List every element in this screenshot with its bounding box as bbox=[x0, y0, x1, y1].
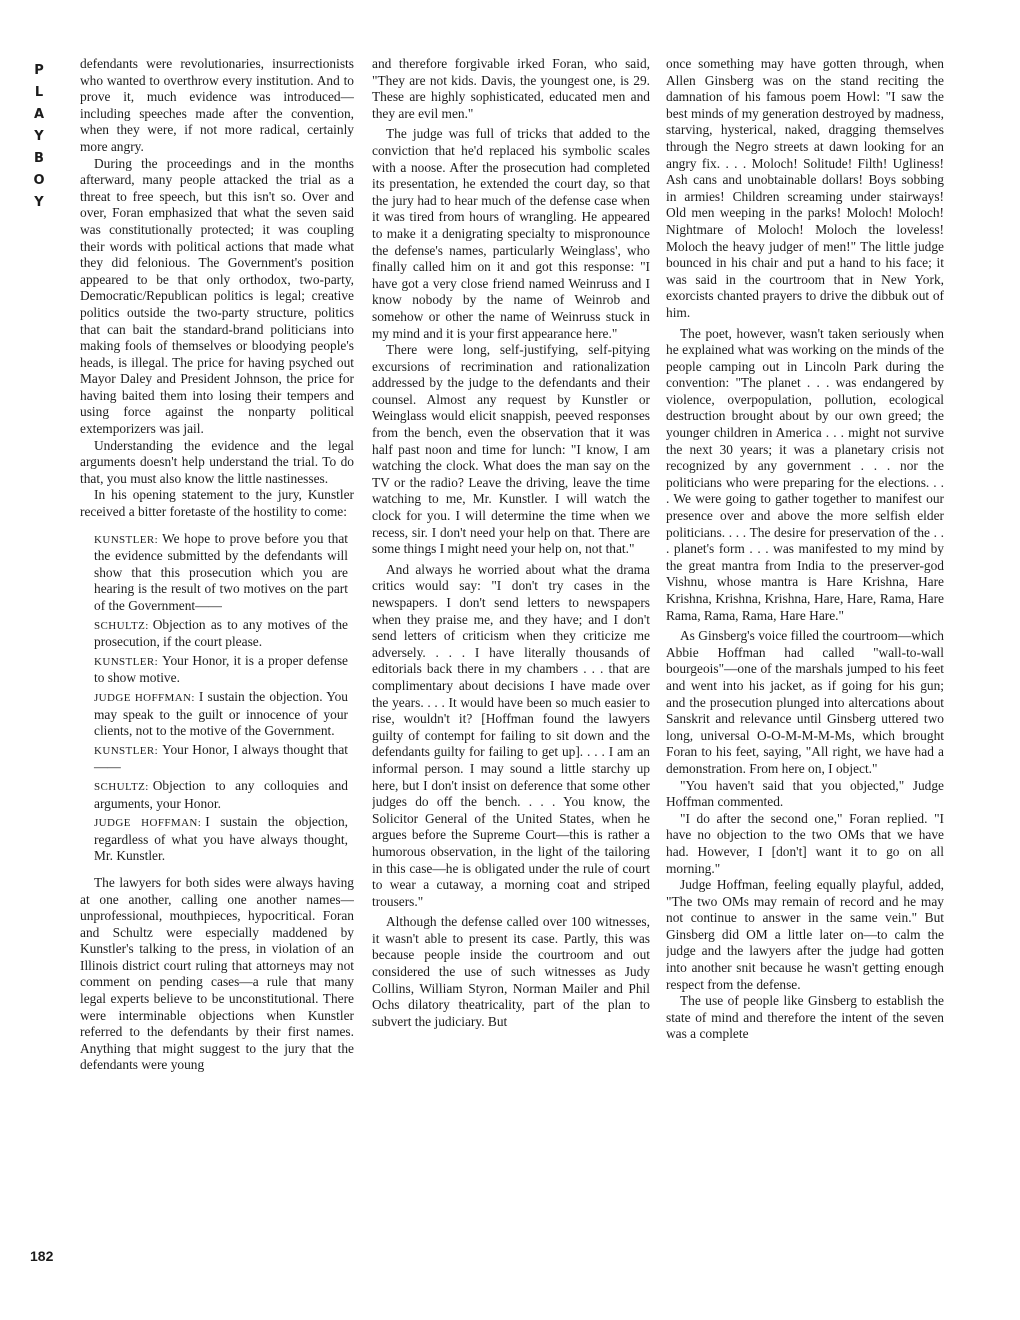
transcript-line bbox=[94, 778, 348, 812]
transcript-text: Your Honor, I always thought that—— bbox=[94, 741, 348, 775]
masthead-letter: B bbox=[34, 151, 44, 166]
page-number: 182 bbox=[30, 1248, 54, 1264]
paragraph: There were long, self-justifying, self-pitying excursions of recrimination and rationalization addressed by the judge to the defendants and their counsel. Almost any request by Kunstler or Weinglass would elicit snappish, peeved responses from the bench, even the observation that it was half past noon and time for lunch: "I know, I am watching the clock. What does the man say on the TV or the radio? Leave the driving, leave the time watching to me, Mr. Kunstler. I will watch the clock for you. I will determine the time when we recess, sir. I don't need your help on that. There are some things I might need your help on, not that." bbox=[372, 342, 650, 557]
paragraph: As Ginsberg's voice filled the courtroom—which Abbie Hoffman had called "wall-to-wall bourgeois"—one of the marshals jumped to his feet and went into his jacket, as if going for his gun; and the prosecution plunged into altercations about Sanskrit and relevance until Ginsberg uttered two long, universal O-O-M-M-M-Ms, which brought Foran to his feet, saying, "All right, we have had a demonstration. From here on, I object." bbox=[666, 628, 944, 776]
court-transcript-excerpt bbox=[94, 531, 348, 865]
transcript-line bbox=[94, 742, 348, 776]
transcript-line bbox=[94, 531, 348, 615]
masthead-letter: Y bbox=[34, 129, 44, 144]
transcript-line bbox=[94, 617, 348, 651]
transcript-text: We hope to prove before you that the evidence submitted by the defendants will show that this prosecution which you are hearing is the result of two motives on the part of the Government—— bbox=[94, 530, 348, 613]
transcript-text: Objection to any colloquies and arguments, your Honor. bbox=[94, 777, 348, 811]
paragraph: Understanding the evidence and the legal arguments doesn't help understand the trial. To do that, you must also know the little nastinesses. bbox=[80, 437, 354, 486]
transcript-speaker: JUDGE HOFFMAN: bbox=[94, 817, 202, 830]
paragraph: And always he worried about what the drama critics would say: "I don't try cases in the newspapers. I don't send letters to newspapers when they praise me, and they have; and I don't send letters of criticism when they criticize me adversely. . . . I have literally thousands of editorials back there in my chambers . . . that are complimentary about decisions I have made over the years. . . . It would have been so much easier to rise, wouldn't it? [Hoffman found the lawyers guilty of contempt for failing to sit down and the defendants guilty for failing to get up]. . . . I am an informal person. I may sound a little starchy up here, but I don't insist on deference that some other judges do off the bench. . . . You know, the Solicitor General of the United States, when he argues before the Supreme Court—this is rather a humorous observation, in the light of the tailoring in this case—he is obligated under the rule of court to wear a cutaway, a morning coat and striped trousers." bbox=[372, 561, 650, 909]
masthead-letter: A bbox=[33, 107, 45, 122]
magazine-masthead bbox=[28, 60, 50, 214]
transcript-text: Objection as to any motives of the prosecution, if the court please. bbox=[94, 616, 348, 650]
paragraph: Judge Hoffman, feeling equally playful, added, "The two OMs may remain of record and he may not continue to answer in the same vein." But Ginsberg did OM a little later on—to calm the judge and the lawyers after the judge had gotten into another snit because he wasn't getting enough respect from the defense. bbox=[666, 877, 944, 992]
paragraph: In his opening statement to the jury, Kunstler received a bitter foretaste of the hostility to come: bbox=[80, 487, 354, 520]
transcript-line bbox=[94, 689, 348, 740]
transcript-speaker: KUNSTLER: bbox=[94, 533, 159, 546]
paragraph: The lawyers for both sides were always having at one another, calling one another names—unprofessional, mouthpieces, hypocritical. Foran and Schultz were especially maddened by Kunstler's talking to the press, in violation of an Illinois district court ruling that attorneys may not comment on pending cases—a rule that many legal experts believe to be unconstitutional. There were interminable objections when Kunstler referred to the defendants by their first names. Anything that might suggest to the jury that the defendants were young bbox=[80, 874, 354, 1073]
transcript-speaker: JUDGE HOFFMAN: bbox=[94, 691, 195, 704]
paragraph: once something may have gotten through, when Allen Ginsberg was on the stand reciting the damnation of his famous poem Howl: "I saw the best minds of my generation destroyed by madness, starving, hysterical, naked, dragging themselves through the Negro streets at dawn looking for an angry fix. . . . Moloch! Solitude! Filth! Ugliness! Ash cans and unobtainable dollars! Boys sobbing in armies! Children screaming under stairways! Old men weeping in the parks! Moloch! Moloch! Nightmare of Moloch! Moloch the loveless! Moloch the heavy judger of men!" The little judge bounced in his chair and put a hand to his face; it was said in the courtroom that in New York, exorcists chanted prayers to drive the dibbuk out of him. bbox=[666, 56, 944, 320]
transcript-text: Your Honor, it is a proper defense to show motive. bbox=[94, 652, 348, 686]
transcript-line bbox=[94, 814, 348, 865]
paragraph: and therefore forgivable irked Foran, who said, "They are not kids. Davis, the youngest one, is 29. These are highly sophisticated, educated men and they are evil men." bbox=[372, 56, 650, 121]
paragraph: "I do after the second one," Foran replied. "I have no objection to the two OMs that we have had. However, I [don't] want it to go on all morning." bbox=[666, 810, 944, 876]
article-column-3 bbox=[666, 56, 944, 1276]
transcript-line bbox=[94, 653, 348, 687]
transcript-speaker: KUNSTLER: bbox=[94, 744, 159, 757]
paragraph: Although the defense called over 100 witnesses, it wasn't able to present its case. Partly, this was because people inside the courtroom and out considered the use of such witnesses as Judy Collins, William Styron, Norman Mailer and Phil Ochs dilatory theatricality, part of the plan to subvert the judiciary. But bbox=[372, 914, 650, 1029]
transcript-speaker: KUNSTLER: bbox=[94, 655, 159, 668]
masthead-letter: P bbox=[34, 63, 44, 78]
paragraph: During the proceedings and in the months afterward, many people attacked the trial as a threat to free speech, but this isn't so. Over and over, Foran emphasized that what the seven said was constitutionally protected; it was coupling their words with political actions that made what they did felonious. The Government's position appeared to be that only orthodox, two-party, Democratic/Republican politics is legal; creative politics outside the two-party structure, politics that can bait the standard-brand politicians into making fools of themselves or bloodying people's heads, is illegal. The price for having psyched out Mayor Daley and President Johnson, the price for having baited them into losing their tempers and using force against the nonparty political extemporizers was jail. bbox=[80, 155, 354, 437]
transcript-text: I sustain the objection. You may speak to the guilt or innocence of your clients, not to the motive of the Government. bbox=[94, 688, 349, 739]
paragraph: The use of people like Ginsberg to establish the state of mind and therefore the intent of the seven was a complete bbox=[666, 993, 944, 1042]
paragraph: The poet, however, wasn't taken seriously when he explained what was working on the minds of the people camping out in Lincoln Park during the convention: "The planet . . . was endangered by violence, overpopulation, pollution, ecological destruction brought about by our own greed; the younger children in America . . . might not survive the next 30 years; it was a planetary crisis not recognized by any government . . . nor the politicians who were preparing for the elections. . . . We were going to gather together to manifest our presence over and above the more selfish elder politicians. . . . The desire for preservation of the . . . planet's form . . . was manifested to my mind by the great mantra from India to the preserver-god Vishnu, whose mantra is Hare Krishna, Hare Krishna, Krishna, Krishna, Hare, Hare, Rama, Hare Rama, Rama, Rama, Hare Hare." bbox=[666, 325, 944, 623]
transcript-speaker: SCHULTZ: bbox=[94, 619, 149, 632]
masthead-letter: L bbox=[34, 85, 44, 100]
transcript-speaker: SCHULTZ: bbox=[94, 780, 149, 793]
masthead-letter: O bbox=[33, 173, 45, 188]
paragraph: "You haven't said that you objected," Judge Hoffman commented. bbox=[666, 777, 944, 810]
masthead-letter: Y bbox=[34, 195, 44, 210]
article-column-1 bbox=[80, 56, 354, 1276]
transcript-text: I sustain the objection, regardless of what you have always thought, Mr. Kunstler. bbox=[94, 814, 348, 864]
article-column-2 bbox=[372, 56, 650, 1276]
paragraph: The judge was full of tricks that added to the conviction that he'd replaced his symbolic scales with a noose. After the prosecution had completed its presentation, he extended the court day, so that the jury had to hear much of the defense case when it was tired from hours of wrangling. He appeared to make it a denigrating specialty to mispronounce the defense's names, particularly Weinglass', who finally called him on it and got this response: "I have got a very close friend named Weinruss and I know nobody by the name of Weinrob and somehow or other the name of Weinruss stuck in my mind and it is your first appearance here." bbox=[372, 126, 650, 341]
paragraph: defendants were revolutionaries, insurrectionists who wanted to overthrow every institution. And to prove it, much evidence was introduced—including speeches made after the convention, when they were, if not more radical, certainly more angry. bbox=[80, 56, 354, 154]
